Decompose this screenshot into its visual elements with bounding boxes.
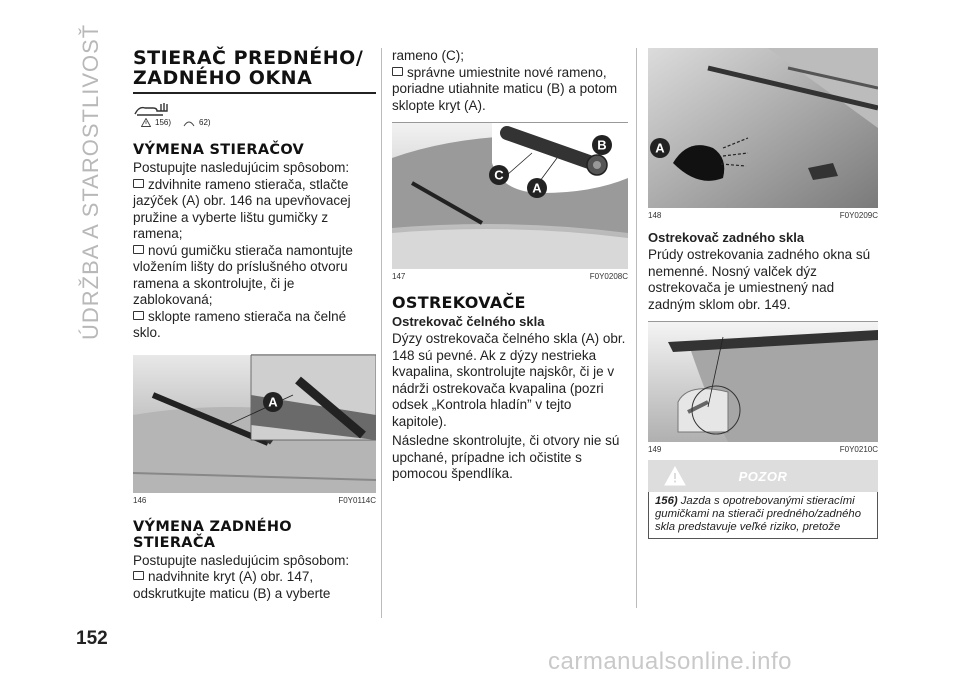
figure-148 xyxy=(648,48,878,220)
warning-box-body xyxy=(648,492,878,539)
list-item: zdvihnite rameno stierača, stlačte jazýček (A) obr. 146 na upevňovacej pružine a vyberte lištu gumičky z ramena; xyxy=(133,177,376,243)
section-heading-wiper-replacement: VÝMENA STIERAČOV xyxy=(133,142,305,158)
warning-text: Jazda s opotrebovanými stieracími gumičkami na stierači predného/zadného skla predstavuje veľké riziko, pretože xyxy=(655,495,861,533)
section-heading-rear-wiper: VÝMENA ZADNÉHO STIERAČA xyxy=(133,518,292,551)
figure-code: F0Y0209C xyxy=(839,211,878,220)
intro-text: Postupujte nasledujúcim spôsobom: xyxy=(133,552,350,568)
warning-label: POZOR xyxy=(738,469,788,484)
figure-caption xyxy=(133,493,376,505)
list-item: správne umiestnite nové rameno, poriadne utiahnite maticu (B) a potom sklopte kryt (A). xyxy=(392,65,628,115)
warning-references xyxy=(133,100,376,132)
environment-icon xyxy=(183,118,195,127)
figure-number: 146 xyxy=(133,495,147,505)
column-2 xyxy=(392,48,628,483)
section-sidebar xyxy=(78,23,108,340)
warning-triangle-icon xyxy=(141,118,151,127)
figure-caption xyxy=(648,208,878,220)
rear-wiper-illustration xyxy=(392,123,628,269)
warning-ref-2: 62) xyxy=(199,118,211,127)
list-item: novú gumičku stierača namontujte vložením lišty do príslušného otvoru ramena a skontrolujte, či je zablokovaná; xyxy=(133,243,376,309)
svg-text:C: C xyxy=(494,167,504,183)
wiper-blade-illustration xyxy=(133,355,376,493)
watermark: carmanualsonline.info xyxy=(548,648,792,675)
warning-box-header xyxy=(648,460,878,492)
paragraph: Dýzy ostrekovača čelného skla (A) obr. 148 sú pevné. Ak z dýzy nestrieka kvapalina, skontrolujte najskôr, či je v nádrži ostrekovača kvapalina (pozri odsek „Kontrola hladín” v tejto kapitole). xyxy=(392,331,626,429)
figure-146 xyxy=(133,354,376,505)
figure-147 xyxy=(392,122,628,281)
figure-number: 147 xyxy=(392,272,406,281)
figure-code: F0Y0210C xyxy=(839,445,878,454)
column-1 xyxy=(133,48,376,602)
warning-ref: 156) xyxy=(655,495,678,507)
continued-text: rameno (C); xyxy=(392,48,465,63)
column-divider xyxy=(636,48,637,608)
column-divider xyxy=(381,48,382,618)
figure-code: F0Y0114C xyxy=(338,495,376,505)
figure-number: 149 xyxy=(648,445,662,454)
hand-warning-icon xyxy=(133,100,177,118)
section-label: ÚDRŽBA A STAROSTLIVOSŤ xyxy=(78,23,103,340)
figure-code: F0Y0208C xyxy=(589,272,628,281)
page-number: 152 xyxy=(76,628,108,649)
svg-text:A: A xyxy=(268,394,278,409)
svg-text:A: A xyxy=(655,140,665,156)
list-item: sklopte rameno stierača na čelné sklo. xyxy=(133,309,376,342)
intro-text: Postupujte nasledujúcim spôsobom: xyxy=(133,160,350,175)
page-title: STIERAČ PREDNÉHO/ ZADNÉHO OKNA xyxy=(133,48,376,94)
column-3 xyxy=(648,48,878,539)
subheading-rear-washer: Ostrekovač zadného skla xyxy=(648,230,805,245)
paragraph: Následne skontrolujte, či otvory nie sú upchané, prípadne ich očistite s pomocou špendlíka. xyxy=(392,433,620,481)
figure-number: 148 xyxy=(648,211,662,220)
warning-ref-1: 156) xyxy=(155,118,172,127)
paragraph: Prúdy ostrekovania zadného okna sú nemenné. Nosný valček dýz ostrekovača je umiestnený nad zadným sklom obr. 149. xyxy=(648,247,871,312)
rear-washer-illustration xyxy=(648,322,878,442)
section-heading-washers: OSTREKOVAČE xyxy=(392,293,526,312)
figure-caption xyxy=(648,442,878,454)
svg-text:A: A xyxy=(532,180,542,196)
subheading-front-washer: Ostrekovač čelného skla xyxy=(392,314,545,329)
list-item: nadvihnite kryt (A) obr. 147, odskrutkujte maticu (B) a vyberte xyxy=(133,569,376,602)
svg-text:B: B xyxy=(597,137,607,153)
figure-caption xyxy=(392,269,628,281)
figure-149 xyxy=(648,321,878,454)
front-washer-nozzle-illustration xyxy=(648,48,878,208)
